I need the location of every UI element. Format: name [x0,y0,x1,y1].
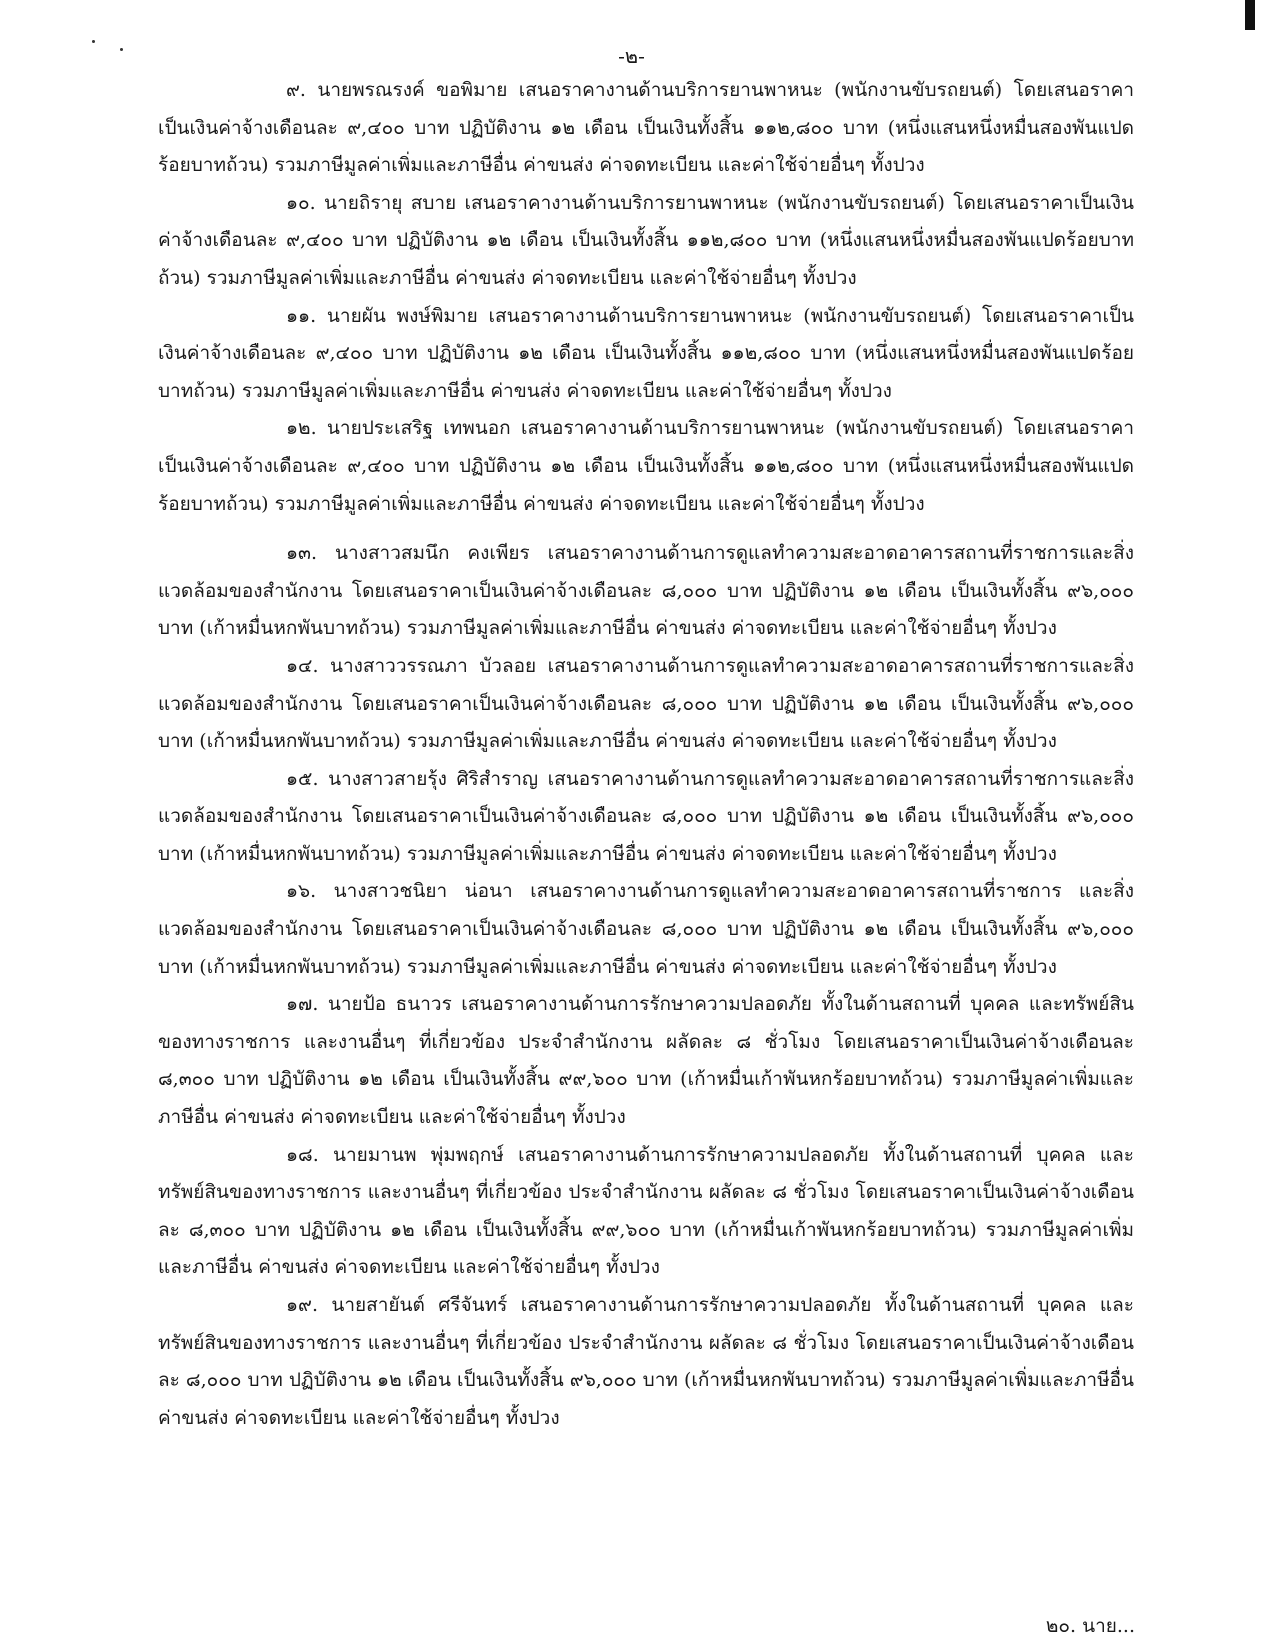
paragraph-item-9: ๙. นายพรณรงค์ ขอพิมาย เสนอราคางานด้านบริการยานพาหนะ (พนักงานขับรถยนต์) โดยเสนอราคาเป็นเงินค่าจ้างเดือนละ ๙,๔๐๐ บาท ปฏิบัติงาน ๑๒ เดือน เป็นเงินทั้งสิ้น ๑๑๒,๘๐๐ บาท (หนึ่งแสนหนึ่งหมื่นสองพันแปดร้อยบาทถ้วน) รวมภาษีมูลค่าเพิ่มและภาษีอื่น ค่าขนส่ง ค่าจดทะเบียน และค่าใช้จ่ายอื่นๆ ทั้งปวง [158,79,1134,177]
scan-artifact [1245,0,1255,30]
paragraph-item-10: ๑๐. นายถิรายุ สบาย เสนอราคางานด้านบริการยานพาหนะ (พนักงานขับรถยนต์) โดยเสนอราคาเป็นเงินค่าจ้างเดือนละ ๙,๔๐๐ บาท ปฏิบัติงาน ๑๒ เดือน เป็นเงินทั้งสิ้น ๑๑๒,๘๐๐ บาท (หนึ่งแสนหนึ่งหมื่นสองพันแปดร้อยบาทถ้วน) รวมภาษีมูลค่าเพิ่มและภาษีอื่น ค่าขนส่ง ค่าจดทะเบียน และค่าใช้จ่ายอื่นๆ ทั้งปวง [158,191,1134,289]
scan-speck [92,40,95,43]
paragraph-item-14: ๑๔. นางสาววรรณภา บัวลอย เสนอราคางานด้านการดูแลทำความสะอาดอาคารสถานที่ราชการและสิ่งแวดล้อมของสำนักงาน โดยเสนอราคาเป็นเงินค่าจ้างเดือนละ ๘,๐๐๐ บาท ปฏิบัติงาน ๑๒ เดือน เป็นเงินทั้งสิ้น ๙๖,๐๐๐ บาท (เก้าหมื่นหกพันบาทถ้วน) รวมภาษีมูลค่าเพิ่มและภาษีอื่น ค่าขนส่ง ค่าจดทะเบียน และค่าใช้จ่ายอื่นๆ ทั้งปวง [158,654,1134,753]
paragraph-item-19: ๑๙. นายสายันต์ ศรีจันทร์ เสนอราคางานด้านการรักษาความปลอดภัย ทั้งในด้านสถานที่ บุคคล และทรัพย์สินของทางราชการ และงานอื่นๆ ที่เกี่ยวข้อง ประจำสำนักงาน ผลัดละ ๘ ชั่วโมง โดยเสนอราคาเป็นเงินค่าจ้างเดือนละ ๘,๐๐๐ บาท ปฏิบัติงาน ๑๒ เดือน เป็นเงินทั้งสิ้น ๙๖,๐๐๐ บาท (เก้าหมื่นหกพันบาทถ้วน) รวมภาษีมูลค่าเพิ่มและภาษีอื่น ค่าขนส่ง ค่าจดทะเบียน และค่าใช้จ่ายอื่นๆ ทั้งปวง [158,1294,1134,1429]
paragraph-item-17: ๑๗. นายป้อ ธนาวร เสนอราคางานด้านการรักษาความปลอดภัย ทั้งในด้านสถานที่ บุคคล และทรัพย์สินของทางราชการ และงานอื่นๆ ที่เกี่ยวข้อง ประจำสำนักงาน ผลัดละ ๘ ชั่วโมง โดยเสนอราคาเป็นเงินค่าจ้างเดือนละ ๘,๓๐๐ บาท ปฏิบัติงาน ๑๒ เดือน เป็นเงินทั้งสิ้น ๙๙,๖๐๐ บาท (เก้าหมื่นเก้าพันหกร้อยบาทถ้วน) รวมภาษีมูลค่าเพิ่มและภาษีอื่น ค่าขนส่ง ค่าจดทะเบียน และค่าใช้จ่ายอื่นๆ ทั้งปวง [158,993,1134,1129]
paragraph-item-12: ๑๒. นายประเสริฐ เทพนอก เสนอราคางานด้านบริการยานพาหนะ (พนักงานขับรถยนต์) โดยเสนอราคาเป็นเงินค่าจ้างเดือนละ ๙,๔๐๐ บาท ปฏิบัติงาน ๑๒ เดือน เป็นเงินทั้งสิ้น ๑๑๒,๘๐๐ บาท (หนึ่งแสนหนึ่งหมื่นสองพันแปดร้อยบาทถ้วน) รวมภาษีมูลค่าเพิ่มและภาษีอื่น ค่าขนส่ง ค่าจดทะเบียน และค่าใช้จ่ายอื่นๆ ทั้งปวง [158,417,1134,515]
paragraph-item-16: ๑๖. นางสาวชนิยา น่อนา เสนอราคางานด้านการดูแลทำความสะอาดอาคารสถานที่ราชการ และสิ่งแวดล้อมของสำนักงาน โดยเสนอราคาเป็นเงินค่าจ้างเดือนละ ๘,๐๐๐ บาท ปฏิบัติงาน ๑๒ เดือน เป็นเงินทั้งสิ้น ๙๖,๐๐๐ บาท (เก้าหมื่นหกพันบาทถ้วน) รวมภาษีมูลค่าเพิ่มและภาษีอื่น ค่าขนส่ง ค่าจดทะเบียน และค่าใช้จ่ายอื่นๆ ทั้งปวง [158,880,1134,978]
continuation-marker: ๒๐. นาย... [1045,1615,1135,1637]
page-number: -๒- [618,44,645,68]
paragraph-item-15: ๑๕. นางสาวสายรุ้ง ศิริสำราญ เสนอราคางานด้านการดูแลทำความสะอาดอาคารสถานที่ราชการและสิ่งแวดล้อมของสำนักงาน โดยเสนอราคาเป็นเงินค่าจ้างเดือนละ ๘,๐๐๐ บาท ปฏิบัติงาน ๑๒ เดือน เป็นเงินทั้งสิ้น ๙๖,๐๐๐ บาท (เก้าหมื่นหกพันบาทถ้วน) รวมภาษีมูลค่าเพิ่มและภาษีอื่น ค่าขนส่ง ค่าจดทะเบียน และค่าใช้จ่ายอื่นๆ ทั้งปวง [158,767,1134,865]
document-body [158,72,1134,1437]
paragraph-item-18: ๑๘. นายมานพ พุ่มพฤกษ์ เสนอราคางานด้านการรักษาความปลอดภัย ทั้งในด้านสถานที่ บุคคล และทรัพย์สินของทางราชการ และงานอื่นๆ ที่เกี่ยวข้อง ประจำสำนักงาน ผลัดละ ๘ ชั่วโมง โดยเสนอราคาเป็นเงินค่าจ้างเดือนละ ๘,๓๐๐ บาท ปฏิบัติงาน ๑๒ เดือน เป็นเงินทั้งสิ้น ๙๙,๖๐๐ บาท (เก้าหมื่นเก้าพันหกร้อยบาทถ้วน) รวมภาษีมูลค่าเพิ่มและภาษีอื่น ค่าขนส่ง ค่าจดทะเบียน และค่าใช้จ่ายอื่นๆ ทั้งปวง [158,1143,1134,1279]
paragraph-item-13: ๑๓. นางสาวสมนึก คงเพียร เสนอราคางานด้านการดูแลทำความสะอาดอาคารสถานที่ราชการและสิ่งแวดล้อมของสำนักงาน โดยเสนอราคาเป็นเงินค่าจ้างเดือนละ ๘,๐๐๐ บาท ปฏิบัติงาน ๑๒ เดือน เป็นเงินทั้งสิ้น ๙๖,๐๐๐ บาท (เก้าหมื่นหกพันบาทถ้วน) รวมภาษีมูลค่าเพิ่มและภาษีอื่น ค่าขนส่ง ค่าจดทะเบียน และค่าใช้จ่ายอื่นๆ ทั้งปวง [158,542,1134,640]
paragraph-item-11: ๑๑. นายผัน พงษ์พิมาย เสนอราคางานด้านบริการยานพาหนะ (พนักงานขับรถยนต์) โดยเสนอราคาเป็นเงินค่าจ้างเดือนละ ๙,๔๐๐ บาท ปฏิบัติงาน ๑๒ เดือน เป็นเงินทั้งสิ้น ๑๑๒,๘๐๐ บาท (หนึ่งแสนหนึ่งหมื่นสองพันแปดร้อยบาทถ้วน) รวมภาษีมูลค่าเพิ่มและภาษีอื่น ค่าขนส่ง ค่าจดทะเบียน และค่าใช้จ่ายอื่นๆ ทั้งปวง [158,304,1134,402]
